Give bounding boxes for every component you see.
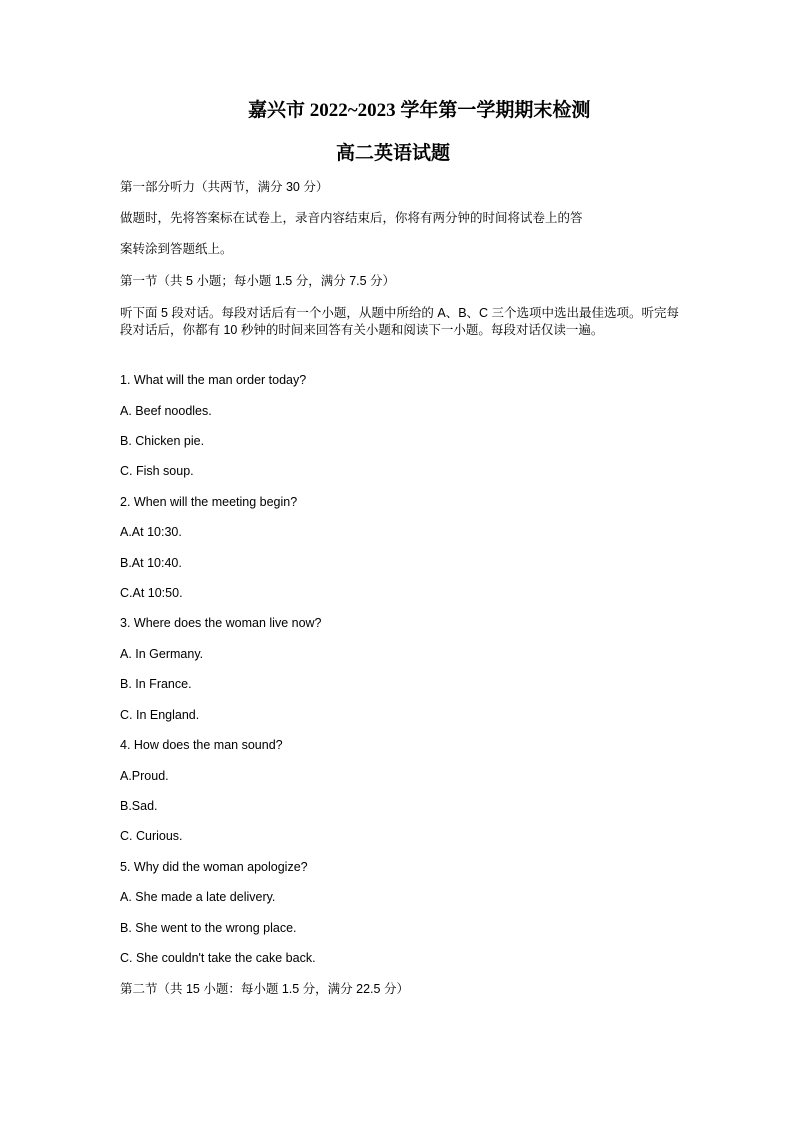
question-3-option-a: A. In Germany.	[120, 647, 204, 661]
question-2-option-c: C.At 10:50.	[120, 586, 183, 600]
section1-heading: 第一节（共 5 小题；每小题 1.5 分，满分 7.5 分）	[120, 274, 396, 288]
question-5-option-b: B. She went to the wrong place.	[120, 921, 297, 935]
question-5-option-a: A. She made a late delivery.	[120, 890, 276, 904]
section1-instruction: 听下面 5 段对话。每段对话后有一个小题，从题中所给的 A、B、C 三个选项中选出最佳选项。听完每段对话后，你都有 10 秒钟的时间来回答有关小题和阅读下一小题。每段对话仅读一遍。	[120, 306, 680, 337]
question-4-option-c: C. Curious.	[120, 829, 183, 843]
question-4: 4. How does the man sound?	[120, 738, 283, 752]
question-1: 1. What will the man order today?	[120, 373, 307, 387]
question-3-option-c: C. In England.	[120, 708, 200, 722]
question-4-option-a: A.Proud.	[120, 769, 169, 783]
part1-heading: 第一部分听力（共两节，满分 30 分）	[120, 180, 329, 194]
exam-subtitle: 高二英语试题	[336, 143, 451, 164]
question-4-option-b: B.Sad.	[120, 799, 158, 813]
section2-heading: 第二节（共 15 小题：每小题 1.5 分，满分 22.5 分）	[120, 982, 409, 996]
question-3-option-b: B. In France.	[120, 677, 192, 691]
question-2-option-b: B.At 10:40.	[120, 556, 182, 570]
part1-instruction-line1: 做题时，先将答案标在试卷上，录音内容结束后，你将有两分钟的时间将试卷上的答	[120, 211, 583, 225]
question-2: 2. When will the meeting begin?	[120, 495, 298, 509]
part1-instruction-line2: 案转涂到答题纸上。	[120, 242, 233, 256]
question-1-option-a: A. Beef noodles.	[120, 404, 212, 418]
question-2-option-a: A.At 10:30.	[120, 525, 182, 539]
question-1-option-b: B. Chicken pie.	[120, 434, 205, 448]
question-3: 3. Where does the woman live now?	[120, 616, 322, 630]
exam-title: 嘉兴市 2022~2023 学年第一学期期末检测	[248, 100, 591, 121]
question-1-option-c: C. Fish soup.	[120, 464, 194, 478]
question-5: 5. Why did the woman apologize?	[120, 860, 308, 874]
question-5-option-c: C. She couldn't take the cake back.	[120, 951, 316, 965]
